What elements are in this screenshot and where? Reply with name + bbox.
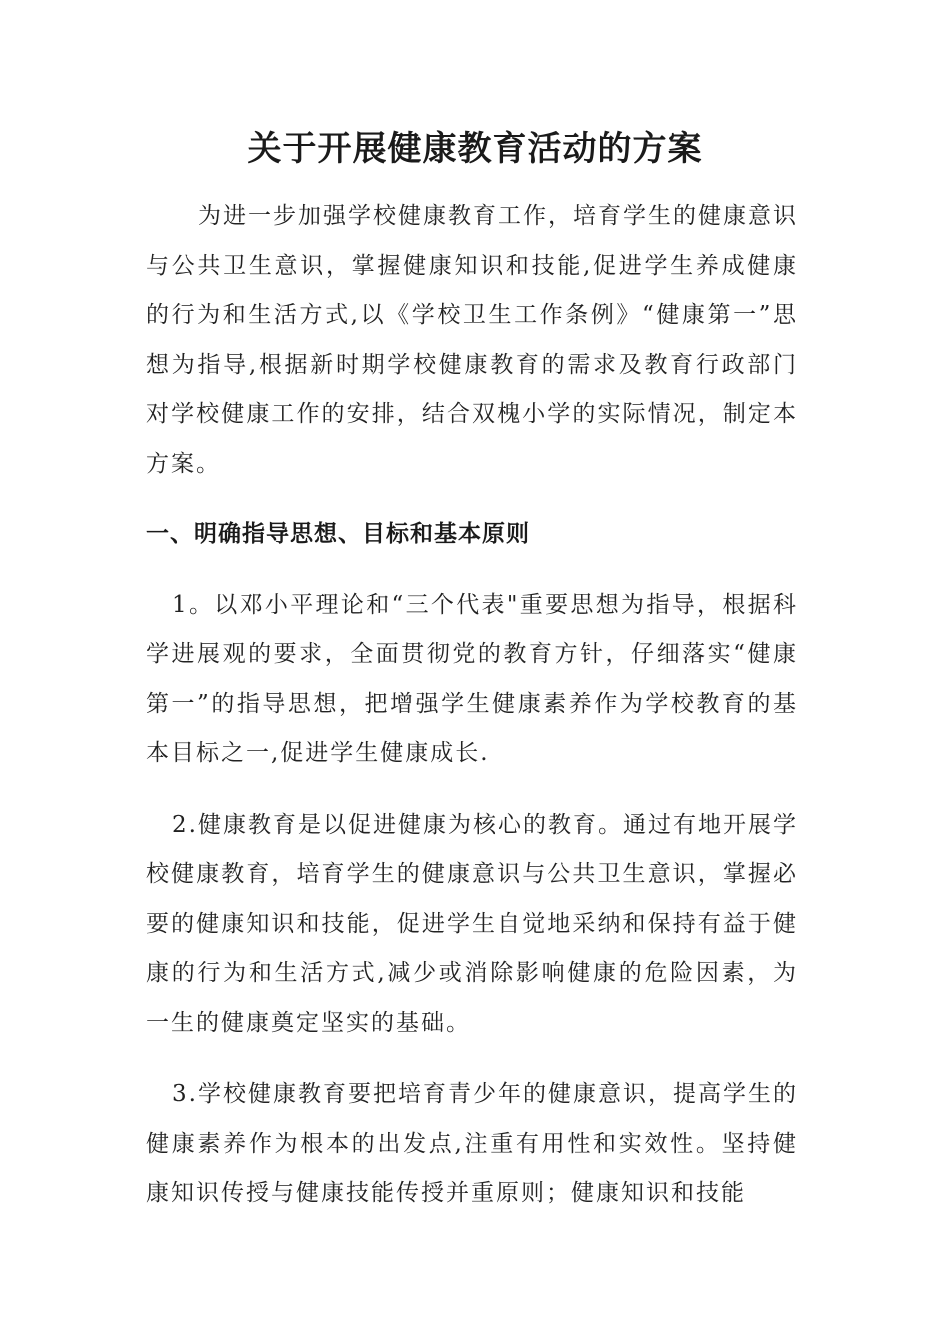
spacer: [146, 1048, 798, 1070]
spacer: [146, 560, 798, 581]
principle-item-1: 1。以邓小平理论和“三个代表"重要思想为指导，根据科学进展观的要求，全面贯彻党的教育方针，仔细落实“健康第一”的指导思想，把增强学生健康素养作为学校教育的基本目标之一,促进学生健康成长.: [146, 591, 798, 766]
intro-paragraph: 为进一步加强学校健康教育工作，培育学生的健康意识与公共卫生意识，掌握健康知识和技能,促进学生养成健康的行为和生活方式,以《学校卫生工作条例》“健康第一”思想为指导,根据新时期学校健康教育的需求及教育行政部门对学校健康工作的安排，结合双槐小学的实际情况，制定本方案。: [146, 203, 798, 477]
spacer: [146, 489, 798, 510]
document-title: 关于开展健康教育活动的方案: [247, 129, 703, 169]
principle-item-3: 3.学校健康教育要把培育青少年的健康意识，提高学生的健康素养作为根本的出发点,注重有用性和实效性。坚持健康知识传授与健康技能传授并重原则；健康知识和技能: [146, 1081, 798, 1206]
section-heading: 一、明确指导思想、目标和基本原则: [146, 521, 530, 547]
principle-item-2: 2.健康教育是以促进健康为核心的教育。通过有地开展学校健康教育，培育学生的健康意识与公共卫生意识，掌握必要的健康知识和技能，促进学生自觉地采纳和保持有益于健康的行为和生活方式,减少或消除影响健康的危险因素，为一生的健康奠定坚实的基础。: [146, 811, 798, 1036]
document-body: [146, 192, 798, 1219]
spacer: [146, 779, 798, 801]
